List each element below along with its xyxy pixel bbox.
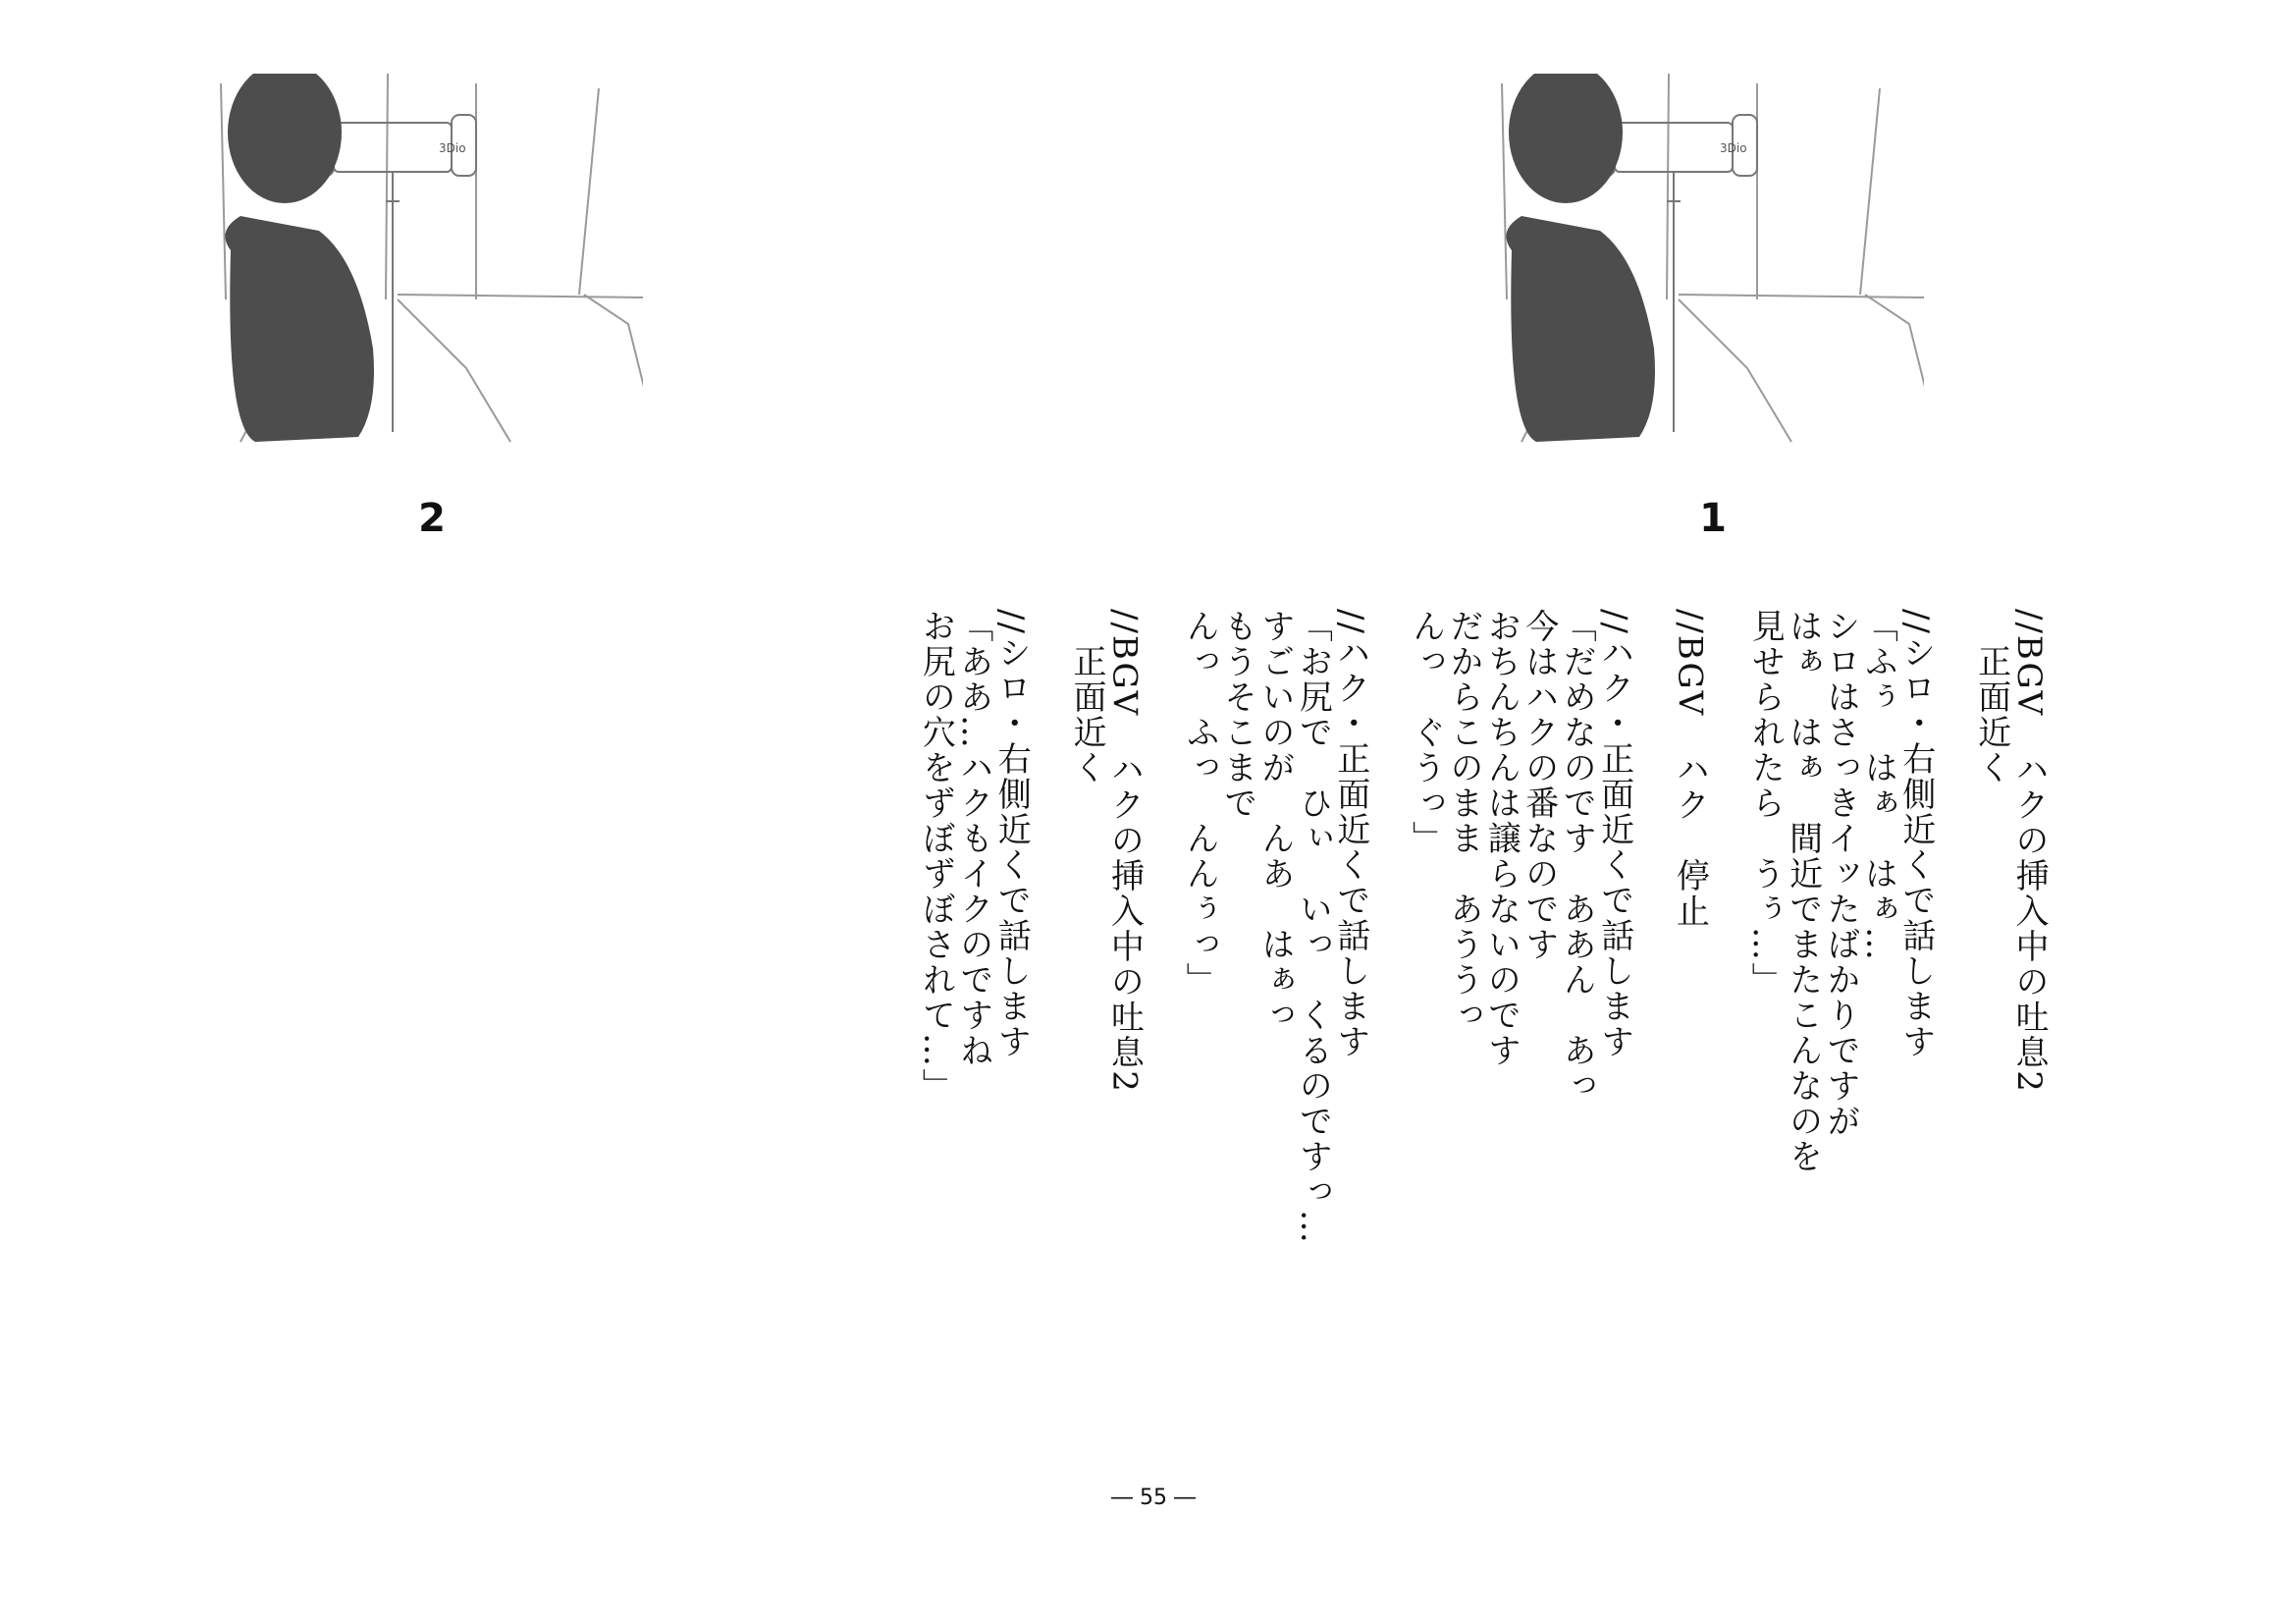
script-line: シロはさっきイッたばかりですが (1821, 609, 1860, 1139)
panel-1-number: 1 (1699, 496, 1727, 541)
script-line: だからこのまま あううっ (1444, 609, 1483, 1033)
script-line: はぁ はぁ 間近でまたこんなのを (1783, 609, 1823, 1174)
script-line: 見せられたら うぅ…」 (1745, 609, 1786, 998)
panel-2-number: 2 (418, 496, 446, 541)
script-line: //シロ・右側近くで話します (991, 609, 1032, 1059)
script-line: 「ふぅ はぁ はぁ… (1858, 609, 1898, 962)
script-line: //ハク・正面近くで話します (1330, 609, 1370, 1059)
script-line: 正面近く (1971, 609, 2011, 785)
script-line: 「お尻で ひぃ いっ くるのですっ… (1293, 609, 1333, 1245)
panel-2-drawing (211, 74, 643, 466)
device-label: 3Dio (439, 141, 466, 155)
figure-silhouette (1506, 74, 1655, 442)
script-line: //BGV ハクの挿入中の吐息2 (1104, 609, 1145, 1094)
script-line: //シロ・右側近くで話します (1896, 609, 1936, 1059)
script-line: 「ああ…ハクもイクのですね (953, 609, 993, 1068)
figure-silhouette (225, 74, 374, 442)
script-line: 正面近く (1067, 609, 1106, 785)
script-line: //ハク・正面近くで話します (1594, 609, 1634, 1059)
script-line: //BGV ハクの挿入中の吐息2 (2009, 609, 2049, 1094)
panel-1-drawing (1492, 74, 1924, 466)
page-number: ― 55 ― (1111, 1486, 1196, 1510)
script-line: //BGV ハク 停止 (1670, 609, 1710, 930)
script-line: んっ ふっ んんぅっ」 (1180, 609, 1220, 998)
storyboard-panel-2 (211, 74, 643, 466)
script-line: んっ ぐうっ」 (1406, 609, 1446, 856)
script-line: 「だめなのです ああん あっ (1557, 609, 1597, 1104)
device-label: 3Dio (1720, 141, 1747, 155)
script-line: おちんちんは譲らないのです (1481, 609, 1522, 1068)
storyboard-panel-1 (1492, 74, 1924, 466)
script-line: お尻の穴をずぼずぼされて…」 (916, 609, 956, 1104)
script-line: 今はハクの番なのです (1519, 609, 1559, 962)
script-line: もうそこまで (1217, 609, 1257, 821)
script-line: すごいのが んあ はぁっ (1255, 609, 1295, 1033)
